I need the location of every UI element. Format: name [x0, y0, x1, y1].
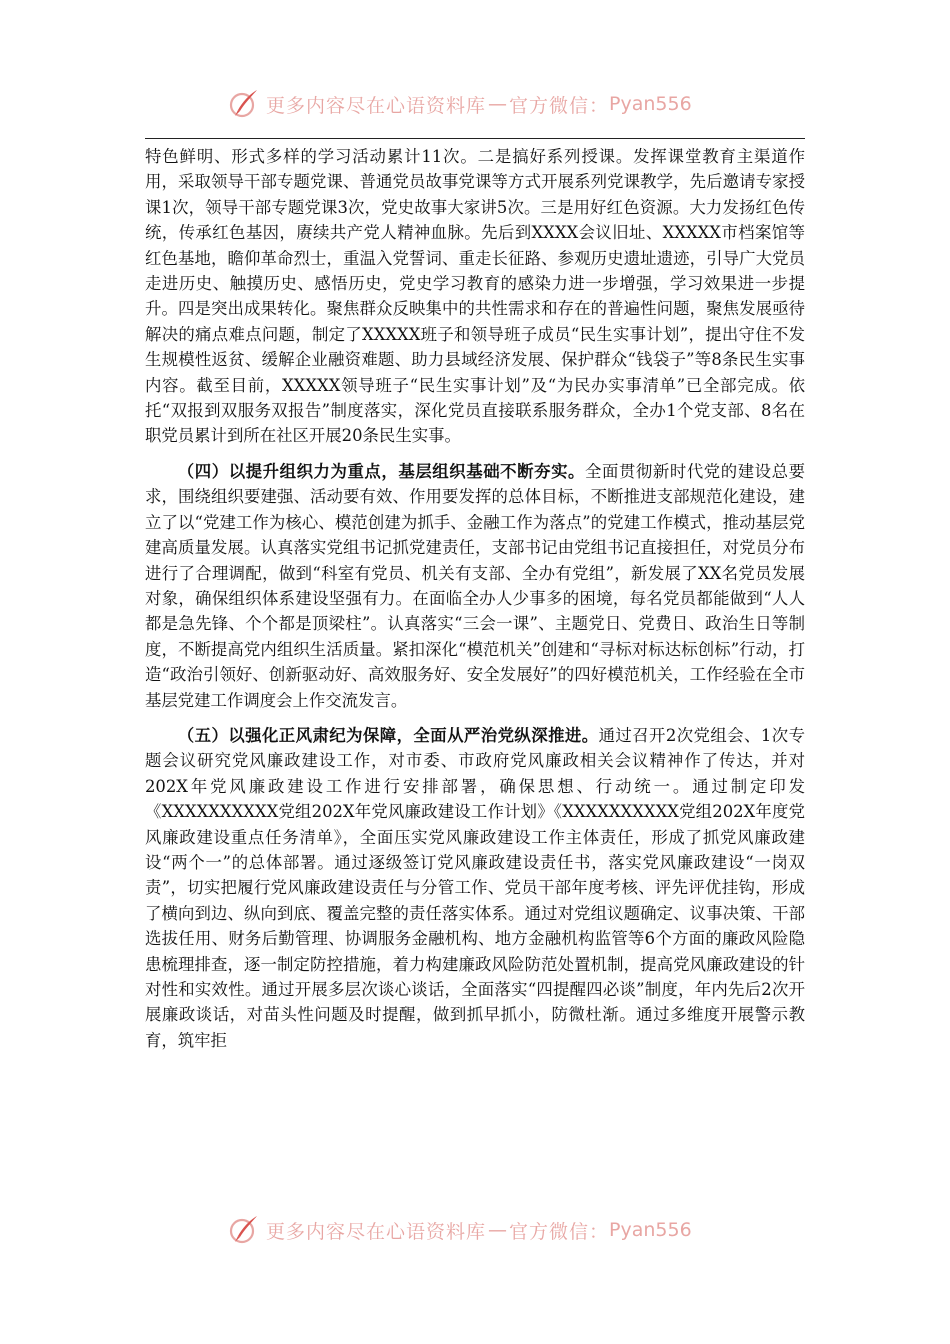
paragraph-body: 特色鲜明、形式多样的学习活动累计11次。二是搞好系列授课。发挥课堂教育主渠道作用，采取领导干部专题党课、普通党员故事党课等方式开展系列党课教学，先后邀请专家授课1次，领导干部专题党课3次，党史故事大家讲5次。三是用好红色资源。大力发扬红色传统，传承红色基因，赓续共产党人精神血脉。先后到XXXX会议旧址、XXXXX市档案馆等红色基地，瞻仰革命烈士，重温入党誓词、重走长征路、参观历史遗址遗迹，引导广大党员走进历史、触摸历史、感悟历史，党史学习教育的感染力进一步增强，学习效果进一步提升。四是突出成果转化。聚焦群众反映集中的共性需求和存在的普遍性问题，聚焦发展亟待解决的痛点难点问题，制定了XXXXX班子和领导班子成员“民生实事计划”，提出守住不发生规模性返贫、缓解企业融资难题、助力县域经济发展、保护群众“钱袋子”等8条民生实事内容。截至目前，XXXXX领导班子“民生实事计划”及“为民办实事清单”已全部完成。依托“双报到双服务双报告”制度落实，深化党员直接联系服务群众，全办1个党支部、8名在职党员累计到所在社区开展20条民生实事。	[145, 147, 805, 446]
paragraph-section-5	[145, 723, 805, 1053]
watermark-label: 官方微信：	[509, 1220, 610, 1243]
quill-pen-icon	[228, 88, 260, 120]
watermark-separator: —	[488, 1219, 508, 1241]
paragraph-continuation	[145, 144, 805, 449]
section-heading: （五）以强化正风肃纪为保障，全面从严治党纵深推进。	[177, 725, 599, 745]
watermark-wechat-id: Pyan556	[609, 93, 692, 115]
header-divider	[145, 138, 805, 139]
paragraph-body: 通过召开2次党组会、1次专题会议研究党风廉政建设工作，对市委、市政府党风廉政相关会议精神作了传达，并对202X年党风廉政建设工作进行安排部署，确保思想、行动统一。通过制定印发《XXXXXXXXXX党组202X年党风廉政建设工作计划》《XXXXXXXXXX党组202X年度党风廉政建设重点任务清单》，全面压实党风廉政建设工作主体责任，形成了抓党风廉政建设“两个一”的总体部署。通过逐级签订党风廉政建设责任书，落实党风廉政建设“一岗双责”，切实把履行党风廉政建设责任与分管工作、党员干部年度考核、评先评优挂钩，形成了横向到边、纵向到底、覆盖完整的责任落实体系。通过对党组议题确定、议事决策、干部选拔任用、财务后勤管理、协调服务金融机构、地方金融机构监管等6个方面的廉政风险隐患梳理排查，逐一制定防控措施，着力构建廉政风险防范处置机制，提高党风廉政建设的针对性和实效性。通过开展多层次谈心谈话，全面落实“四提醒四必谈”制度，年内先后2次开展廉政谈话，对苗头性问题及时提醒，做到抓早抓小，防微杜渐。通过多维度开展警示教育，筑牢拒	[145, 725, 805, 1050]
paragraph-section-4	[145, 459, 805, 713]
document-body	[145, 144, 805, 1053]
footer-watermark	[228, 1212, 692, 1248]
watermark-separator: —	[488, 93, 508, 115]
watermark-label: 官方微信：	[509, 94, 610, 117]
section-heading: （四）以提升组织力为重点，基层组织基础不断夯实。	[177, 461, 586, 481]
header-watermark	[228, 86, 692, 122]
paragraph-body: 全面贯彻新时代党的建设总要求，围绕组织要建强、活动要有效、作用要发挥的总体目标，不断推进支部规范化建设，建立了以“党建工作为核心、模范创建为抓手、金融工作为落点”的党建工作模式，推动基层党建高质量发展。认真落实党组书记抓党建责任，支部书记由党组书记直接担任，对党员分布进行了合理调配，做到“科室有党员、机关有支部、全办有党组”，新发展了XX名党员发展对象，确保组织体系建设坚强有力。在面临全办人少事多的困境，每名党员都能做到“人人都是急先锋、个个都是顶梁柱”。认真落实“三会一课”、主题党日、党费日、政治生日等制度，不断提高党内组织生活质量。紧扣深化“模范机关”创建和“寻标对标达标创标”行动，打造“政治引领好、创新驱动好、高效服务好、安全发展好”的四好模范机关，工作经验在全市基层党建工作调度会上作交流发言。	[145, 461, 806, 710]
quill-pen-icon	[228, 1214, 260, 1246]
watermark-wechat-id: Pyan556	[609, 1219, 692, 1241]
watermark-text: 更多内容尽在心语资料库	[266, 1220, 487, 1243]
watermark-text: 更多内容尽在心语资料库	[266, 94, 487, 117]
